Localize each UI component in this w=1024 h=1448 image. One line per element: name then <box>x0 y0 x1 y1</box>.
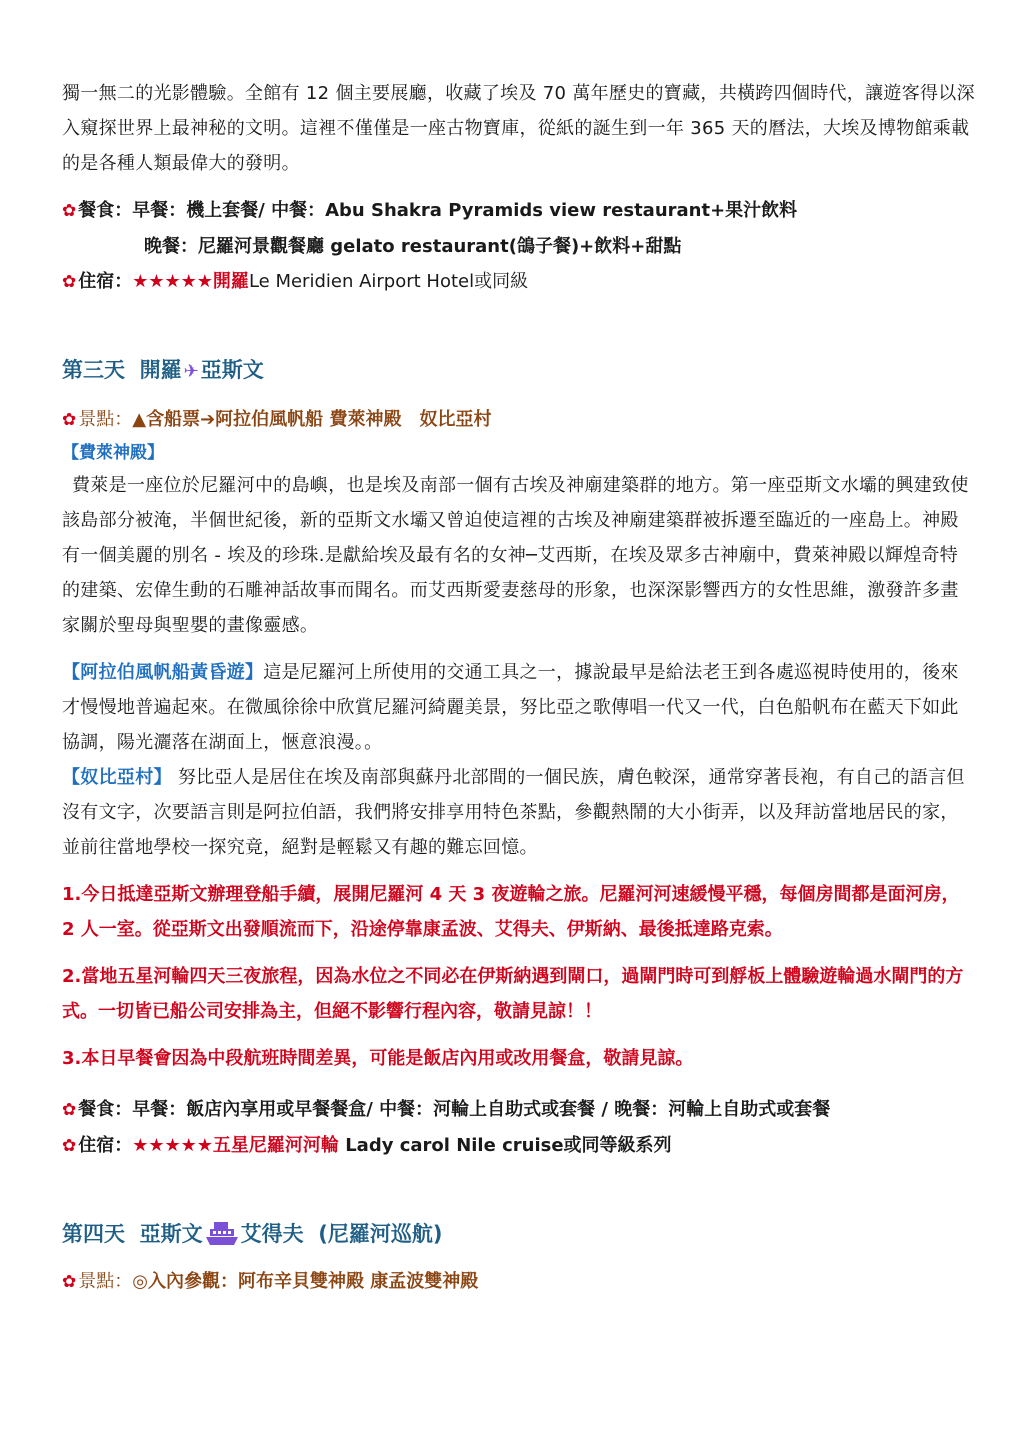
day2-meals-line <box>62 193 976 229</box>
day4-sight-label: 景點： <box>78 1271 133 1292</box>
ship-icon <box>205 1219 239 1247</box>
day3-meals-line <box>62 1092 976 1128</box>
nubian-text: 努比亞人是居住在埃及南部與蘇丹北部間的一個民族，膚色較深，通常穿著長袍，有自己的語言但沒有文字，次要語言則是阿拉伯語，我們將安排享用特色茶點，參觀熱鬧的大小街弄，以及拜訪當地居民的家，並前往當地學校一探究竟，絕對是輕鬆又有趣的難忘回憶。 <box>62 767 965 858</box>
day4-sights-line <box>62 1264 976 1300</box>
day3-to: 亞斯文 <box>200 358 264 382</box>
nubian-paragraph <box>62 760 976 865</box>
breakfast-text: 早餐：機上套餐/ <box>132 200 265 221</box>
note-2: 2.當地五星河輪四天三夜旅程，因為水位之不同必在伊斯納遇到閘口，過閘門時可到艀板上體驗遊輪過水閘門的方式。一切皆已船公司安排為主，但絕不影響行程內容，敬請見諒！！ <box>62 966 964 1022</box>
day3-stay-stars: ★★★★★五星尼羅河河輪 <box>132 1135 339 1156</box>
flower-icon: ✿ <box>62 1100 77 1120</box>
day3-sights-line <box>62 402 976 438</box>
day3-stay-value: Lady carol Nile cruise或同等級系列 <box>338 1135 672 1156</box>
day2-stay-line <box>62 264 976 300</box>
day4-suffix: (尼羅河巡航) <box>318 1222 443 1246</box>
day4-sight-value: 阿布辛貝雙神殿 康孟波雙神殿 <box>237 1271 479 1292</box>
lunch-text: 中餐：Abu Shakra Pyramids view restaurant+果汁飲料 <box>271 200 798 221</box>
stay-label: 住宿： <box>78 271 133 292</box>
day3-stay-label: 住宿： <box>78 1135 133 1156</box>
flower-icon: ✿ <box>62 1272 77 1292</box>
flower-icon: ✿ <box>62 201 77 221</box>
itinerary-page <box>62 76 976 1300</box>
note-3: 3.本日早餐會因為中段航班時間差異，可能是飯店內用或改用餐盒，敬請見諒。 <box>62 1048 694 1069</box>
sight-label: 景點： <box>78 409 133 430</box>
day3-label: 第三天 <box>62 358 125 382</box>
philae-text: 費萊是一座位於尼羅河中的島嶼，也是埃及南部一個有古埃及神廟建築群的地方。第一座亞斯文水壩的興建致使該島部分被淹，半個世紀後，新的亞斯文水壩又曾迫使這裡的古埃及神廟建築群被拆遷至臨近的一座島上。神殿有一個美麗的別名 - 埃及的珍珠.是獻給埃及最有名的女神─艾西斯，在埃及眾多古神廟中，費萊神殿以輝煌奇特的建築、宏偉生動的石雕神話故事而聞名。而艾西斯愛妻慈母的形象，也深深影響西方的女性思維，激發許多畫家關於聖母與聖嬰的畫像靈感。 <box>62 475 969 636</box>
day4-from: 亞斯文 <box>139 1222 203 1246</box>
day3-meals-value: 早餐：飯店內享用或早餐餐盒/ 中餐：河輪上自助式或套餐 / 晚餐：河輪上自助式或套餐 <box>132 1099 831 1120</box>
meals-label: 餐食： <box>78 200 133 221</box>
felucca-text: 這是尼羅河上所使用的交通工具之一，據說最早是給法老王到各處巡視時使用的，後來才慢慢地普遍起來。在微風徐徐中欣賞尼羅河綺麗美景，努比亞之歌傳唱一代又一代，白色船帆布在藍天下如此協調，陽光灑落在湖面上，愜意浪漫。。 <box>62 662 959 753</box>
day3-meals-label: 餐食： <box>78 1099 133 1120</box>
dinner-text: 晚餐：尼羅河景觀餐廳 gelato restaurant(鴿子餐)+飲料+甜點 <box>144 236 682 257</box>
day3-from: 開羅 <box>139 358 182 382</box>
flower-icon: ✿ <box>62 410 77 430</box>
flower-icon: ✿ <box>62 1136 77 1156</box>
museum-intro-text: 獨一無二的光影體驗。全館有 12 個主要展廳，收藏了埃及 70 萬年歷史的寶藏，共橫跨四個時代，讓遊客得以深入窺探世界上最神秘的文明。這裡不僅僅是一座古物寶庫，從紙的誕生到一年 365 天的曆法，大埃及博物館乘載的是各種人類最偉大的發明。 <box>62 83 975 174</box>
day4-label: 第四天 <box>62 1222 125 1246</box>
day3-stay-line <box>62 1128 976 1164</box>
stay-hotel: Le Meridien Airport Hotel或同級 <box>248 271 529 292</box>
day4-heading <box>62 1214 976 1254</box>
flower-icon: ✿ <box>62 272 77 292</box>
felucca-paragraph <box>62 655 976 760</box>
day4-sight-prefix: ◎入內參觀： <box>132 1271 238 1292</box>
sight-value: ▲含船票➔阿拉伯風帆船 費萊神殿 奴比亞村 <box>132 409 492 430</box>
plane-icon: ✈ <box>183 361 199 382</box>
stay-stars: ★★★★★開羅 <box>132 271 249 292</box>
day2-dinner-line <box>62 229 976 264</box>
nubian-title: 【奴比亞村】 <box>62 767 172 788</box>
felucca-title: 【阿拉伯風帆船黃昏遊】 <box>62 662 264 683</box>
philae-title: 【費萊神殿】 <box>62 443 164 463</box>
day4-to: 艾得夫 <box>240 1222 304 1246</box>
day3-heading <box>62 350 976 392</box>
note-1: 1.今日抵達亞斯文辦理登船手續，展開尼羅河 4 天 3 夜遊輪之旅。尼羅河河速緩慢平穩，每個房間都是面河房， 2 人一室。從亞斯文出發順流而下，沿途停靠康孟波、艾得夫、伊斯納、最後抵達路克索。 <box>62 884 960 940</box>
